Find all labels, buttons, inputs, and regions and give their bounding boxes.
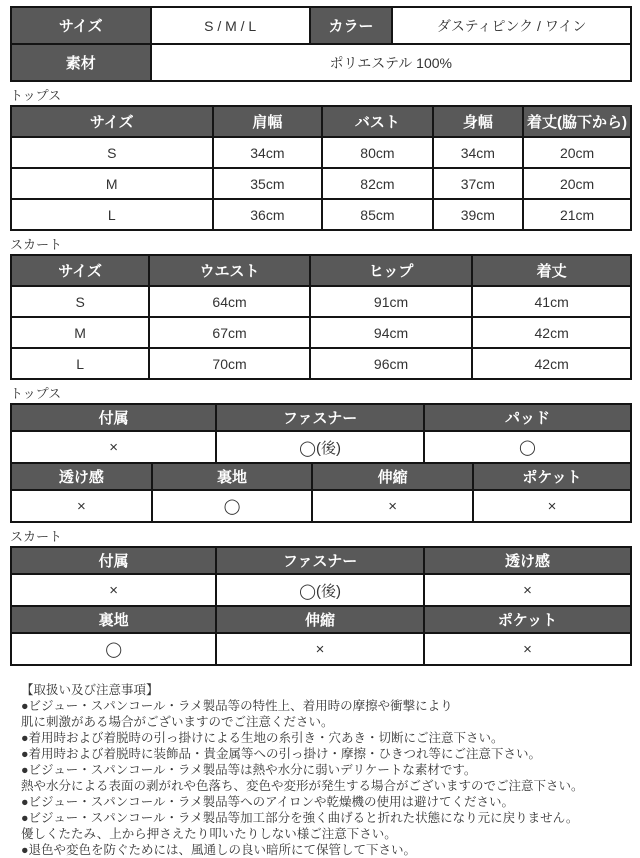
skirt-features-table: [10, 546, 632, 666]
feature-mark-cell: ×: [11, 490, 152, 522]
feature-mark-cell: ×: [216, 633, 424, 665]
color-label-cell: カラー: [310, 7, 392, 44]
feature-header-row: [11, 606, 631, 633]
measure-cell: 80cm: [322, 137, 432, 168]
column-header: ウエスト: [149, 255, 310, 286]
feature-header-row: [11, 547, 631, 574]
tops-size-table: [10, 105, 632, 231]
feature-mark-cell: ×: [424, 574, 631, 606]
note-line: ●着用時および着脱時に装飾品・貴金属等への引っ掛け・摩擦・ひきつれ等にご注意下さい。: [21, 747, 542, 761]
skirt-size-header-row: [11, 255, 631, 286]
measure-cell: 41cm: [472, 286, 631, 317]
size-cell: S: [11, 137, 213, 168]
column-header: 肩幅: [213, 106, 323, 137]
column-header: 身幅: [433, 106, 524, 137]
handling-notes: [21, 682, 639, 858]
note-line: 肌に刺激がある場合がございますのでご注意ください。: [21, 715, 334, 729]
material-value-cell: ポリエステル 100%: [151, 44, 632, 81]
column-header: 着丈: [472, 255, 631, 286]
feature-mark-cell: ×: [312, 490, 473, 522]
note-line: ●退色や変色を防ぐためには、風通しの良い暗所にて保管して下さい。: [21, 843, 417, 857]
size-cell: M: [11, 317, 149, 348]
measure-cell: 42cm: [472, 348, 631, 379]
material-label-cell: 素材: [11, 44, 151, 81]
skirt-features-section-label: スカート: [10, 529, 63, 544]
tops-features-table-group1: [10, 403, 632, 464]
column-header: 着丈(脇下から): [523, 106, 631, 137]
measure-cell: 70cm: [149, 348, 310, 379]
measure-cell: 37cm: [433, 168, 524, 199]
feature-value-row: [11, 490, 631, 522]
feature-value-row: [11, 574, 631, 606]
measure-cell: 82cm: [322, 168, 432, 199]
skirt-size-table: [10, 254, 632, 380]
feature-header: 透け感: [11, 463, 152, 490]
size-cell: L: [11, 348, 149, 379]
measure-cell: 67cm: [149, 317, 310, 348]
feature-header: ポケット: [473, 463, 631, 490]
feature-header: ファスナー: [216, 547, 424, 574]
feature-header: 裏地: [152, 463, 313, 490]
feature-value-row: [11, 431, 631, 463]
feature-header-row: [11, 463, 631, 490]
table-row: [11, 286, 631, 317]
measure-cell: 20cm: [523, 137, 631, 168]
measure-cell: 21cm: [523, 199, 631, 230]
note-line: ●ビジュー・スパンコール・ラメ製品等の特性上、着用時の摩擦や衝撃により: [21, 699, 453, 713]
feature-header: 付属: [11, 547, 216, 574]
size-label-cell: サイズ: [11, 7, 151, 44]
size-cell: S: [11, 286, 149, 317]
size-cell: L: [11, 199, 213, 230]
feature-header: ポケット: [424, 606, 631, 633]
table-row: [11, 137, 631, 168]
measure-cell: 91cm: [310, 286, 472, 317]
table-row: [11, 199, 631, 230]
feature-header: ファスナー: [216, 404, 424, 431]
size-cell: M: [11, 168, 213, 199]
note-line: ●ビジュー・スパンコール・ラメ製品等は熱や水分に弱いデリケートな素材です。: [21, 763, 477, 777]
tops-size-header-row: [11, 106, 631, 137]
table-row: [11, 168, 631, 199]
column-header: サイズ: [11, 106, 213, 137]
info-row-material: [11, 44, 631, 81]
column-header: バスト: [322, 106, 432, 137]
measure-cell: 39cm: [433, 199, 524, 230]
color-value-cell: ダスティピンク / ワイン: [392, 7, 631, 44]
note-line: ●着用時および着脱時の引っ掛けによる生地の糸引き・穴あき・切断にご注意下さい。: [21, 731, 504, 745]
feature-mark-cell: ◯: [11, 633, 216, 665]
note-line: ●ビジュー・スパンコール・ラメ製品等加工部分を強く曲げると折れた状態になり元に戻りません。: [21, 811, 579, 825]
feature-header: 伸縮: [216, 606, 424, 633]
size-value-cell: S / M / L: [151, 7, 310, 44]
feature-mark-cell: ◯: [152, 490, 313, 522]
feature-header: 付属: [11, 404, 216, 431]
feature-mark-cell: ×: [11, 431, 216, 463]
feature-header-row: [11, 404, 631, 431]
feature-mark-cell: ◯: [424, 431, 631, 463]
measure-cell: 35cm: [213, 168, 323, 199]
feature-header: 裏地: [11, 606, 216, 633]
measure-cell: 36cm: [213, 199, 323, 230]
measure-cell: 34cm: [213, 137, 323, 168]
column-header: サイズ: [11, 255, 149, 286]
feature-mark-cell: ×: [473, 490, 631, 522]
info-row-size-color: [11, 7, 631, 44]
measure-cell: 34cm: [433, 137, 524, 168]
measure-cell: 64cm: [149, 286, 310, 317]
measure-cell: 94cm: [310, 317, 472, 348]
feature-mark-cell: ◯(後): [216, 431, 424, 463]
measure-cell: 20cm: [523, 168, 631, 199]
feature-mark-cell: ×: [11, 574, 216, 606]
tops-features-table-group2: [10, 462, 632, 523]
feature-value-row: [11, 633, 631, 665]
feature-mark-cell: ×: [424, 633, 631, 665]
feature-mark-cell: ◯(後): [216, 574, 424, 606]
handling-notes-title: 【取扱い及び注意事項】: [21, 683, 159, 697]
tops-size-section-label: トップス: [10, 88, 62, 103]
note-line: 熱や水分による表面の剥がれや色落ち、変色や変形が発生する場合がございますのでご注意下さい。: [21, 779, 584, 793]
skirt-size-section-label: スカート: [10, 237, 63, 252]
table-row: [11, 348, 631, 379]
feature-header: パッド: [424, 404, 631, 431]
column-header: ヒップ: [310, 255, 472, 286]
measure-cell: 96cm: [310, 348, 472, 379]
product-info-table: [10, 6, 632, 82]
note-line: ●ビジュー・スパンコール・ラメ製品等へのアイロンや乾燥機の使用は避けてください。: [21, 795, 515, 809]
tops-features-section-label: トップス: [10, 386, 62, 401]
feature-header: 伸縮: [312, 463, 473, 490]
feature-header: 透け感: [424, 547, 631, 574]
measure-cell: 85cm: [322, 199, 432, 230]
table-row: [11, 317, 631, 348]
note-line: 優しくたたみ、上から押さえたり叩いたりしない様ご注意下さい。: [21, 827, 397, 841]
measure-cell: 42cm: [472, 317, 631, 348]
